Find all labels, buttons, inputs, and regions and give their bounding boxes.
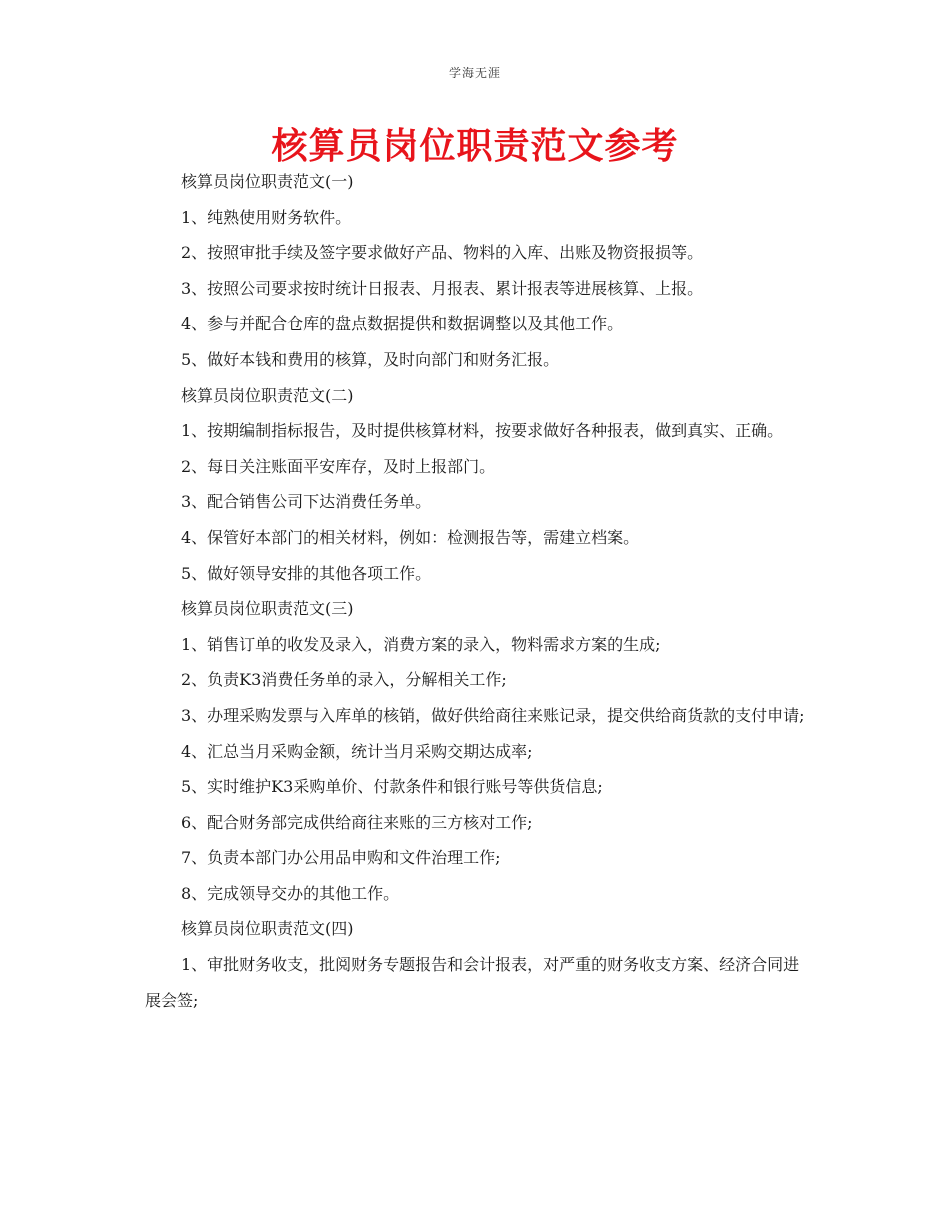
document-title: 核算员岗位职责范文参考 (271, 126, 679, 167)
list-item: 7、负责本部门办公用品申购和文件治理工作; (181, 848, 501, 868)
list-item: 3、按照公司要求按时统计日报表、月报表、累计报表等进展核算、上报。 (181, 278, 704, 298)
list-item: 2、按照审批手续及签字要求做好产品、物料的入库、出账及物资报损等。 (181, 243, 704, 263)
list-item: 2、每日关注账面平安库存，及时上报部门。 (181, 456, 496, 476)
section-heading: 核算员岗位职责范文(四) (181, 919, 354, 939)
list-item: 4、参与并配合仓库的盘点数据提供和数据调整以及其他工作。 (181, 314, 624, 334)
section-heading: 核算员岗位职责范文(二) (181, 385, 354, 405)
list-item: 5、做好领导安排的其他各项工作。 (181, 563, 432, 583)
list-item: 2、负责K3消费任务单的录入，分解相关工作; (181, 670, 507, 690)
section-heading: 核算员岗位职责范文(三) (181, 599, 354, 619)
page-header: 学海无涯 (448, 66, 501, 80)
list-item: 4、保管好本部门的相关材料，例如：检测报告等，需建立档案。 (181, 527, 640, 547)
list-item: 3、办理采购发票与入库单的核销，做好供给商往来账记录，提交供给商货款的支付申请; (181, 705, 805, 725)
section-heading: 核算员岗位职责范文(一) (181, 172, 354, 191)
list-item: 1、审批财务收支，批阅财务专题报告和会计报表，对严重的财务收支方案、经济合同进展会签; (145, 955, 800, 1010)
list-item: 8、完成领导交办的其他工作。 (181, 883, 400, 903)
list-item: 3、配合销售公司下达消费任务单。 (181, 492, 432, 512)
list-item: 1、销售订单的收发及录入，消费方案的录入，物料需求方案的生成; (181, 634, 661, 654)
list-item: 4、汇总当月采购金额，统计当月采购交期达成率; (181, 741, 533, 761)
list-item: 6、配合财务部完成供给商往来账的三方核对工作; (181, 812, 533, 832)
list-item: 1、纯熟使用财务软件。 (181, 207, 352, 227)
document-body (145, 164, 810, 1018)
list-item: 1、按期编制指标报告，及时提供核算材料，按要求做好各种报表，做到真实、正确。 (181, 421, 784, 441)
list-item: 5、实时维护K3采购单价、付款条件和银行账号等供货信息; (181, 777, 603, 797)
list-item: 5、做好本钱和费用的核算，及时向部门和财务汇报。 (181, 349, 560, 369)
